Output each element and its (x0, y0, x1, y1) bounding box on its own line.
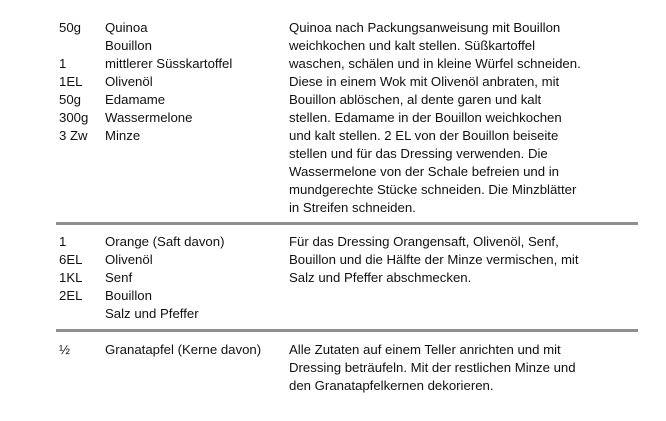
ingredient-row (59, 37, 279, 55)
ingredient-name: Bouillon (105, 288, 152, 303)
ingredient-name: Wassermelone (105, 110, 193, 125)
ingredient-name: Edamame (105, 92, 166, 107)
ingredient-row (59, 55, 279, 73)
ingredient-name: Bouillon (105, 38, 152, 53)
instructions-text: Quinoa nach Packungsanweisung mit Bouillon weichkochen und kalt stellen. Süßkartoffel waschen, schälen und in kleine Würfel schneiden. Diese in einem Wok mit Olivenöl anbraten, mit Bouillon ablöschen, al dente garen und kalt stellen. Edamame in der Bouillon weichkochen und kalt stellen. 2 EL von der Bouillon beiseite stellen und für das Dressing verwenden. Die Wassermelone von der Schale befreien und in mundgerechte Stücke schneiden. Die Minzblätter in Streifen schneiden. (289, 20, 581, 215)
ingredient-quantity: 300g (59, 110, 89, 125)
ingredient-name: Olivenöl (105, 252, 153, 267)
ingredient-row (59, 233, 279, 251)
ingredient-quantity: 50g (59, 92, 82, 107)
ingredient-list (59, 233, 279, 323)
ingredient-row (59, 251, 279, 269)
ingredient-quantity: 1 (59, 56, 67, 71)
ingredient-row (59, 269, 279, 287)
ingredient-row (59, 19, 279, 37)
ingredient-name: Quinoa (105, 20, 148, 35)
ingredient-list (59, 19, 279, 145)
ingredient-list (59, 341, 279, 359)
ingredient-quantity: 50g (59, 20, 82, 35)
ingredient-row (59, 91, 279, 109)
ingredient-row (59, 287, 279, 305)
ingredient-row (59, 73, 279, 91)
ingredient-row (59, 341, 279, 359)
ingredient-quantity: 1EL (59, 74, 83, 89)
ingredient-name: Olivenöl (105, 74, 153, 89)
ingredient-quantity: 6EL (59, 252, 83, 267)
instructions-text: Für das Dressing Orangensaft, Olivenöl, Senf, Bouillon und die Hälfte der Minze vermischen, mit Salz und Pfeffer abschmecken. (289, 234, 579, 285)
ingredient-row (59, 305, 279, 323)
ingredient-row (59, 109, 279, 127)
ingredient-quantity: 2EL (59, 288, 83, 303)
ingredient-name: Minze (105, 128, 141, 143)
ingredient-quantity: 1KL (59, 270, 83, 285)
ingredient-name: Orange (Saft davon) (105, 234, 225, 249)
ingredient-name: mittlerer Süsskartoffel (105, 56, 233, 71)
ingredient-quantity: 3 Zw (59, 128, 88, 143)
ingredient-row (59, 127, 279, 145)
ingredient-name: Salz und Pfeffer (105, 306, 199, 321)
instructions-text: Alle Zutaten auf einem Teller anrichten und mit Dressing beträufeln. Mit der restlichen Minze und den Granatapfelkernen dekorieren. (289, 342, 576, 393)
section-divider (56, 329, 638, 332)
ingredient-quantity: ½ (59, 342, 70, 357)
section-divider (56, 222, 638, 225)
ingredient-quantity: 1 (59, 234, 67, 249)
ingredient-name: Granatapfel (Kerne davon) (105, 342, 262, 357)
ingredient-name: Senf (105, 270, 133, 285)
